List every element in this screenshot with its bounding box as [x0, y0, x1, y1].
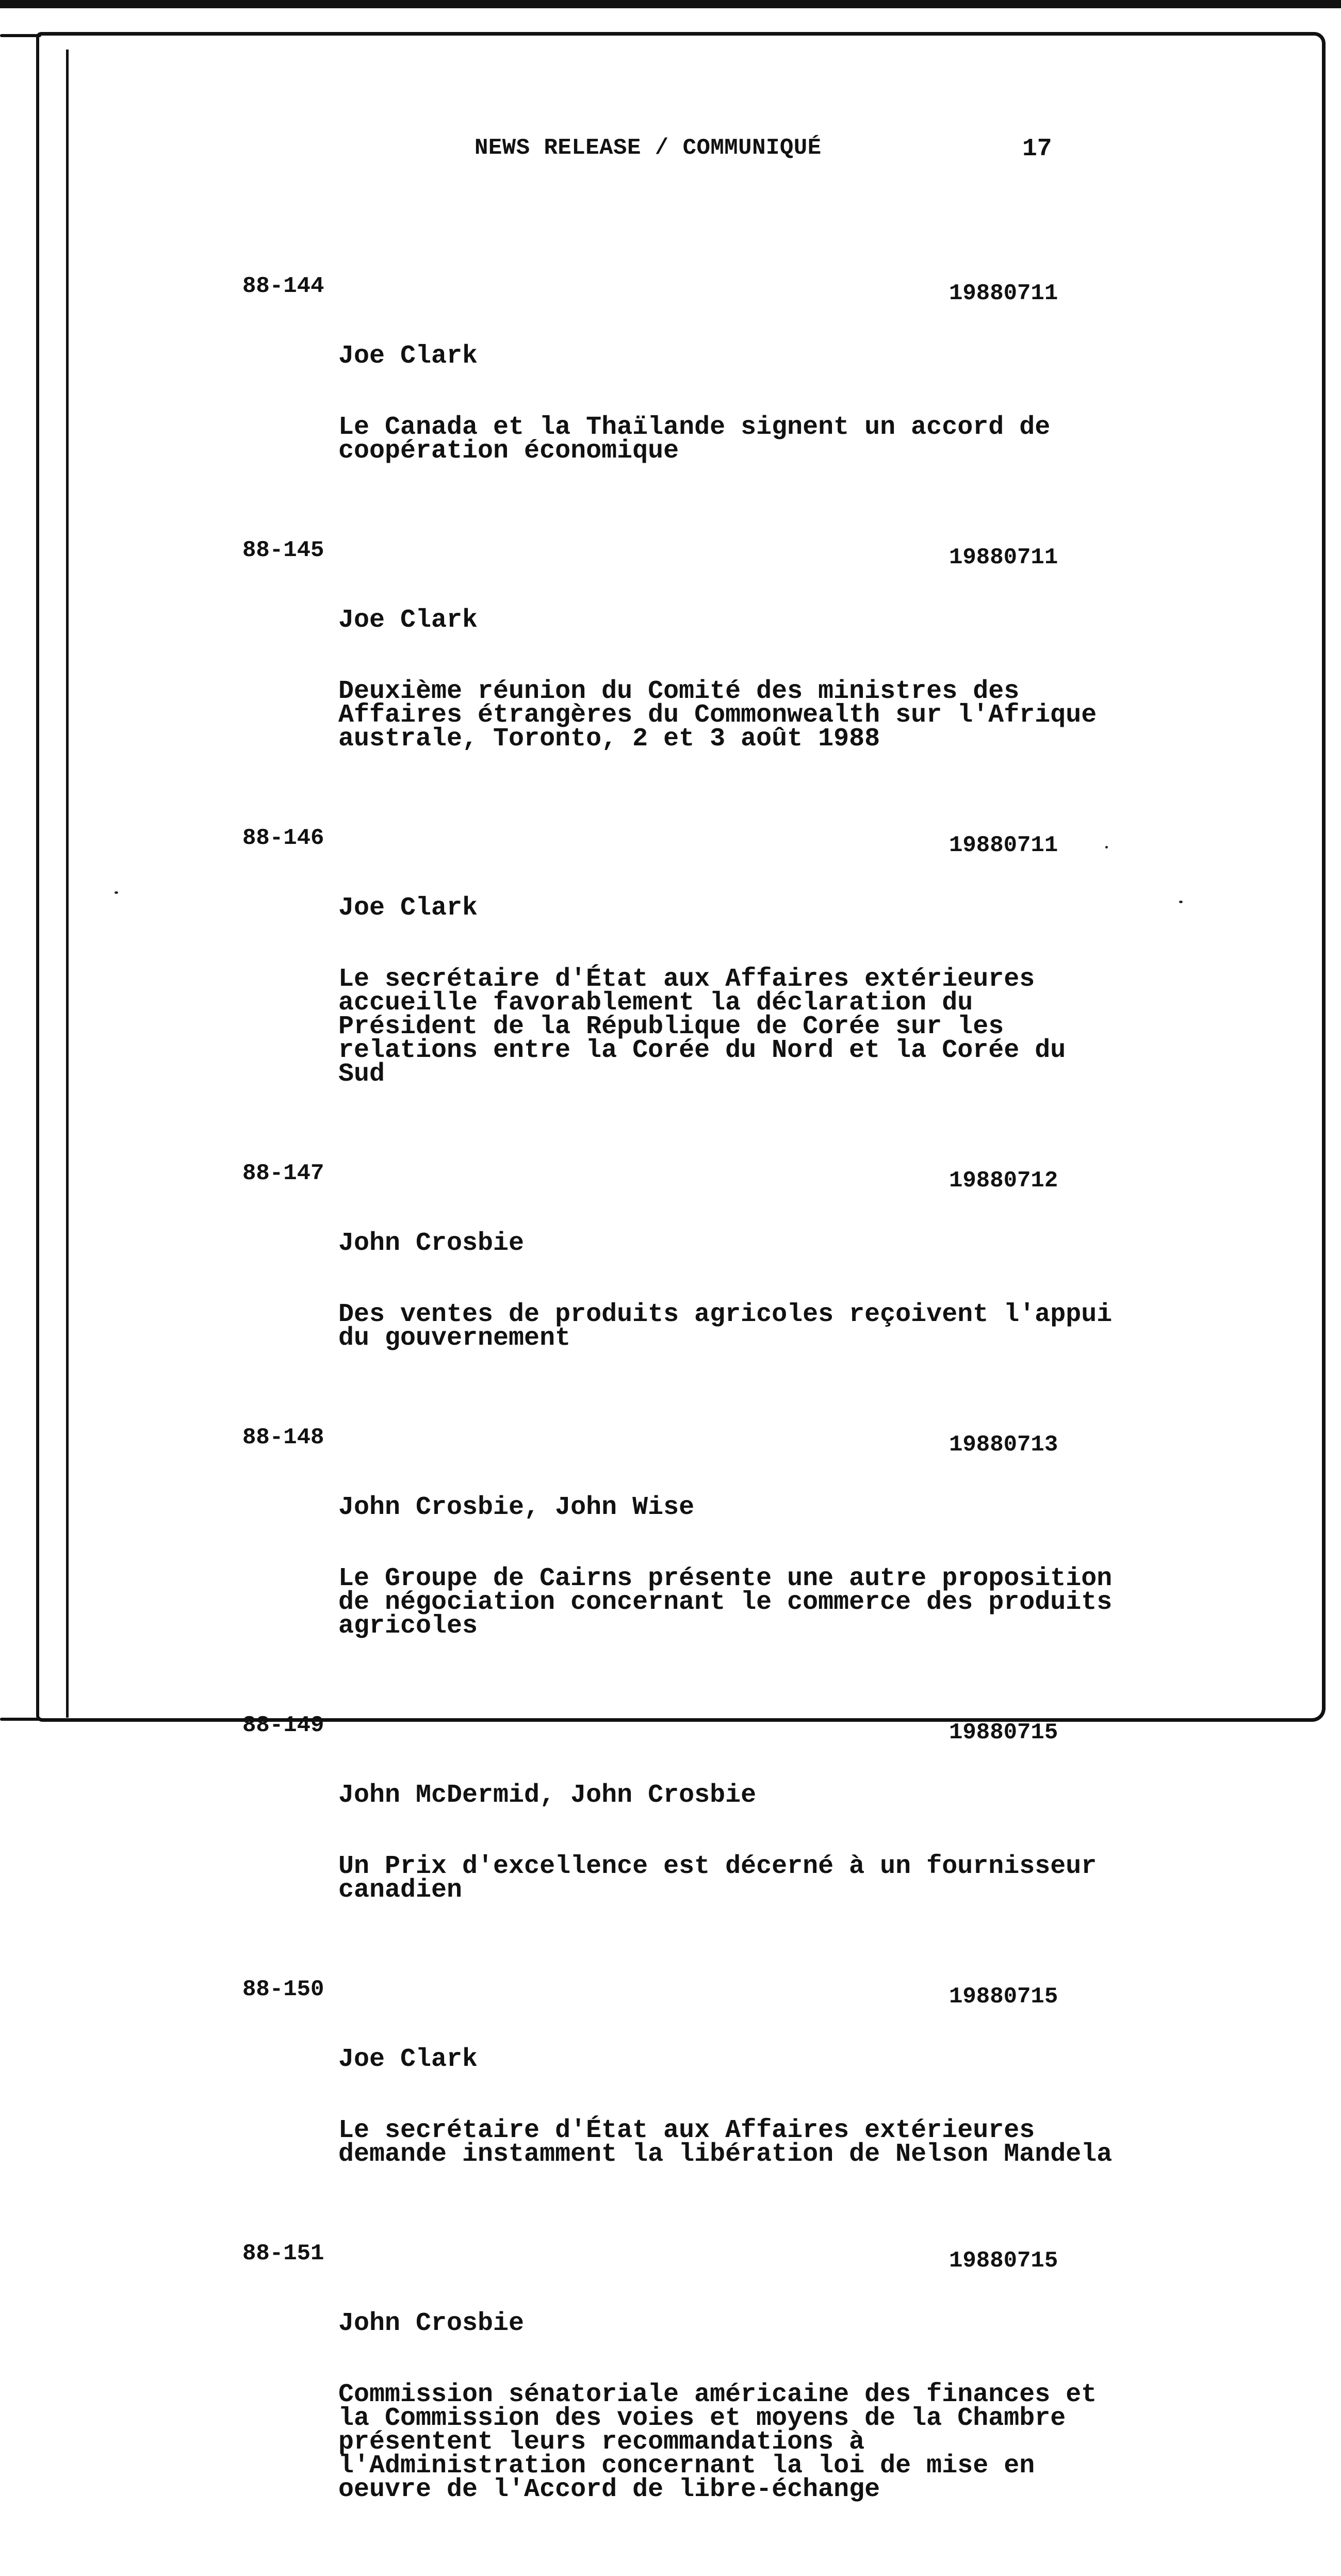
scan-speck: [115, 891, 118, 894]
release-entry: [242, 1425, 1130, 1686]
release-number: 88-145: [242, 537, 324, 563]
release-title: Le secrétaire d'État aux Affaires extérieures accueille favorablement la déclaration du Président de la République de Corée sur les relations entre la Corée du Nord et la Corée du Sud: [338, 965, 1066, 1089]
release-entry: [242, 1977, 1130, 2214]
release-minister: John Crosbie, John Wise: [338, 1493, 695, 1522]
release-date: 19880711: [949, 833, 1058, 858]
release-minister: John McDermid, John Crosbie: [338, 1781, 757, 1810]
release-number: 88-146: [242, 825, 324, 851]
release-title: Deuxième réunion du Comité des ministres des Affaires étrangères du Commonwealth sur l'Afrique australe, Toronto, 2 et 3 août 1988: [338, 677, 1097, 754]
page-frame-inner-rule: [66, 50, 69, 1718]
release-entry-head: [242, 2241, 1130, 2274]
release-number: 88-147: [242, 1161, 324, 1186]
release-title: Commission sénatoriale américaine des finances et la Commission des voies et moyens de la Chambre présentent leurs recommandations à l'Administration concernant la loi de mise en oeuvre de l'Accord de libre-échange: [338, 2380, 1097, 2504]
release-date: 19880715: [949, 2248, 1058, 2274]
release-entry: [242, 537, 1130, 798]
release-entry-head: [242, 1977, 1130, 2010]
release-list: [242, 273, 1130, 2576]
release-entry: [242, 2241, 1130, 2549]
scan-speck: [1179, 901, 1183, 903]
release-number: 88-144: [242, 273, 324, 299]
release-minister: Joe Clark: [338, 606, 478, 635]
release-entry-head: [242, 1425, 1130, 1458]
release-body: [338, 849, 1130, 1134]
release-title: Des ventes de produits agricoles reçoivent l'appui du gouvernement: [338, 1300, 1113, 1353]
release-number: 88-149: [242, 1713, 324, 1738]
scan-top-border: [0, 0, 1341, 8]
release-date: 19880711: [949, 545, 1058, 570]
release-date: 19880712: [949, 1168, 1058, 1194]
release-body: [338, 1448, 1130, 1686]
release-title: Un Prix d'excellence est décerné à un fournisseur canadien: [338, 1852, 1097, 1905]
release-number: 88-148: [242, 1425, 324, 1450]
release-title: Le Groupe de Cairns présente une autre proposition de négociation concernant le commerce des produits agricoles: [338, 1564, 1113, 1641]
page-title: NEWS RELEASE / COMMUNIQUÉ: [475, 135, 822, 161]
page-number: 17: [1022, 135, 1052, 163]
release-entry: [242, 273, 1130, 511]
release-body: [338, 1736, 1130, 1950]
release-entry: [242, 1161, 1130, 1398]
release-minister: John Crosbie: [338, 2309, 525, 2338]
release-entry-head: [242, 825, 1130, 858]
release-title: Le secrétaire d'État aux Affaires extérieures demande instamment la libération de Nelson Mandela: [338, 2116, 1113, 2169]
release-entry: [242, 825, 1130, 1134]
release-minister: Joe Clark: [338, 2045, 478, 2074]
release-number: 88-150: [242, 1977, 324, 2002]
release-entry-head: [242, 273, 1130, 306]
release-date: 19880711: [949, 281, 1058, 306]
release-body: [338, 1184, 1130, 1398]
page-frame-top-left-edge: [0, 34, 41, 37]
release-entry: [242, 1713, 1130, 1950]
release-date: 19880713: [949, 1432, 1058, 1458]
release-body: [338, 2000, 1130, 2214]
release-body: [338, 297, 1130, 511]
release-entry-head: [242, 1713, 1130, 1746]
release-date: 19880715: [949, 1720, 1058, 1746]
release-entry-head: [242, 1161, 1130, 1194]
release-entry-head: [242, 537, 1130, 570]
release-minister: Joe Clark: [338, 893, 478, 923]
page-frame-bottom-left-edge: [0, 1718, 41, 1721]
release-minister: John Crosbie: [338, 1229, 525, 1258]
release-number: 88-151: [242, 2241, 324, 2267]
release-title: Le Canada et la Thaïlande signent un accord de coopération économique: [338, 413, 1051, 466]
release-minister: Joe Clark: [338, 341, 478, 371]
release-body: [338, 561, 1130, 798]
release-date: 19880715: [949, 1984, 1058, 2010]
release-body: [338, 2264, 1130, 2549]
